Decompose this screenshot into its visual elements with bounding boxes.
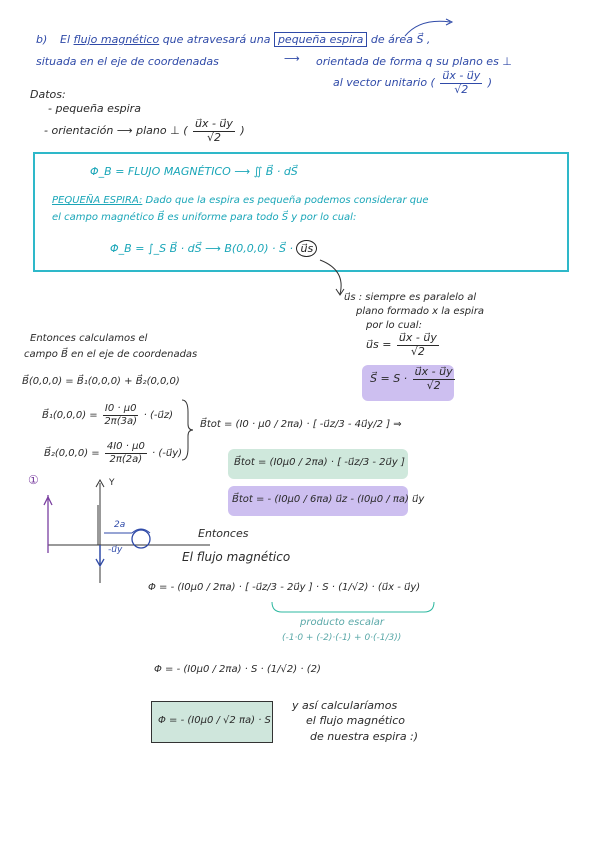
datos-title: Datos:	[30, 88, 66, 101]
intro-arrow-curve	[400, 14, 460, 40]
s-eq-fraction	[413, 366, 455, 392]
flux-eq-1: Φ = - (I0μ0 / 2πa) · [ -u⃗z/3 - 2u⃗y ] · S · (1/√2) · (u⃗x - u⃗y)	[148, 582, 421, 593]
b2-den: 2π(2a)	[109, 453, 143, 465]
intro-unit-num: u⃗x - u⃗y	[442, 69, 481, 82]
small-loop-text-1: Dado que la espira es pequeña podemos considerar que	[142, 195, 429, 206]
intro-area-vector: S⃗ ,	[416, 33, 431, 46]
s-eq-den: √2	[426, 378, 441, 392]
btot-eq-1: B⃗tot = (I0 · μ0 / 2πa) · [ -u⃗z/3 - 4u⃗y/2 ] ⇒	[200, 419, 402, 430]
b2-lhs: B⃗₂(0,0,0) =	[44, 448, 100, 459]
field-sum-eq: B⃗(0,0,0) = B⃗₁(0,0,0) + B⃗₂(0,0,0)	[22, 376, 180, 387]
us-eq-num: u⃗x - u⃗y	[398, 331, 437, 344]
calc-intro-1: Entonces calculamos el	[30, 333, 148, 344]
b1-den: 2π(3a)	[104, 415, 137, 427]
final-result-eq: Φ = - (I0μ0 / √2 πa) · S	[158, 715, 271, 726]
flux-entonces: Entonces	[198, 527, 249, 540]
intro-line-1	[60, 33, 430, 46]
datos-item-2-end: )	[240, 124, 245, 138]
intro-flux-term: flujo magnético	[73, 33, 160, 46]
us-eq-lhs: u⃗s =	[366, 338, 392, 352]
datos-item-2-fraction	[193, 118, 235, 144]
s-eq-lhs: S⃗ = S ·	[370, 372, 408, 386]
us-note-3: por lo cual:	[366, 320, 422, 331]
intro-line-2	[36, 55, 219, 68]
datos-item-2-den: √2	[206, 130, 221, 144]
closing-line-1: y así calcularíamos	[292, 699, 398, 712]
flux-eq-2: Φ = - (I0μ0 / 2πa) · S · (1/√2) · (2)	[154, 664, 321, 675]
b1-lhs: B⃗₁(0,0,0) =	[42, 410, 98, 421]
coordinate-diagram	[20, 475, 220, 585]
s-vector-equation	[370, 366, 457, 392]
b1-num: I0 · μ0	[104, 403, 137, 414]
curly-brace	[180, 398, 194, 462]
intro-line-3	[333, 70, 492, 96]
small-loop-paragraph-1	[52, 195, 429, 206]
intro-unit-fraction	[440, 70, 482, 96]
intro-situada: situada en el eje de coordenadas	[36, 55, 219, 68]
intro-orientada: orientada de forma q su plano es ⊥	[316, 55, 512, 68]
b1-rhs: · (-u⃗z)	[143, 410, 173, 421]
intro-unit-den: √2	[454, 82, 469, 96]
closing-line-3: de nuestra espira :)	[310, 730, 419, 743]
b1-fraction	[103, 403, 139, 427]
flux-simplified-text: Φ_B = ∫_S B⃗ · dS⃗ ⟶ B(0,0,0) · S⃗ ·	[110, 242, 293, 255]
figure-marker: ①	[28, 473, 39, 487]
us-note-1: u⃗s : siempre es paralelo al	[344, 292, 477, 303]
intro-text-e: de área	[370, 33, 413, 46]
figure-distance-label: 2a	[114, 520, 126, 530]
us-note-2: plano formado x la espira	[356, 306, 485, 317]
btot-eq-2: B⃗tot = (I0μ0 / 2πa) · [ -u⃗z/3 - 2u⃗y ]	[234, 457, 405, 468]
small-loop-label: PEQUEÑA ESPIRA:	[52, 195, 143, 206]
intro-arrow: ⟶	[284, 52, 300, 65]
intro-unit-vector-label: al vector unitario (	[333, 76, 435, 90]
us-circled: u⃗s	[296, 240, 317, 257]
us-equation	[366, 332, 441, 358]
b2-fraction	[105, 441, 147, 465]
figure-uy-label: -u⃗y	[108, 545, 123, 555]
datos-item-2-text: - orientación ⟶ plano ⊥ (	[44, 124, 188, 138]
s-eq-num: u⃗x - u⃗y	[414, 365, 453, 378]
intro-text-c: que atravesará una	[162, 33, 271, 46]
flux-simplified-eq	[110, 240, 317, 257]
closing-line-2: el flujo magnético	[306, 714, 406, 727]
small-loop-paragraph-2: el campo magnético B⃗ es uniforme para todo S⃗ y por lo cual:	[52, 212, 357, 223]
us-eq-den: √2	[410, 344, 425, 358]
intro-unit-close: )	[487, 76, 493, 90]
b2-rhs: · (-u⃗y)	[152, 448, 183, 459]
intro-text-a: El	[60, 33, 71, 46]
flux-definition-eq: Φ_B = FLUJO MAGNÉTICO ⟶ ∬ B⃗ · dS⃗	[90, 165, 298, 178]
btot-eq-3: B⃗tot = - (I0μ0 / 6πa) u⃗z - (I0μ0 / πa) u⃗y	[232, 494, 425, 505]
scalar-product-label: producto escalar	[300, 617, 384, 628]
b2-num: 4I0 · μ0	[106, 441, 145, 452]
flux-title: El flujo magnético	[182, 550, 291, 564]
calc-intro-2: campo B⃗ en el eje de coordenadas	[24, 349, 198, 360]
datos-item-1: - pequeña espira	[48, 102, 141, 115]
figure-y-label: Y	[109, 478, 115, 488]
datos-item-2-num: u⃗x - u⃗y	[194, 117, 233, 130]
part-label: b)	[36, 33, 48, 46]
us-eq-fraction	[397, 332, 439, 358]
b2-equation	[44, 441, 182, 465]
datos-item-2	[44, 118, 245, 144]
scalar-product-calc: (-1·0 + (-2)·(-1) + 0·(-1/3))	[282, 633, 402, 643]
b1-equation	[42, 403, 173, 427]
intro-small-loop-term: pequeña espira	[274, 32, 367, 47]
